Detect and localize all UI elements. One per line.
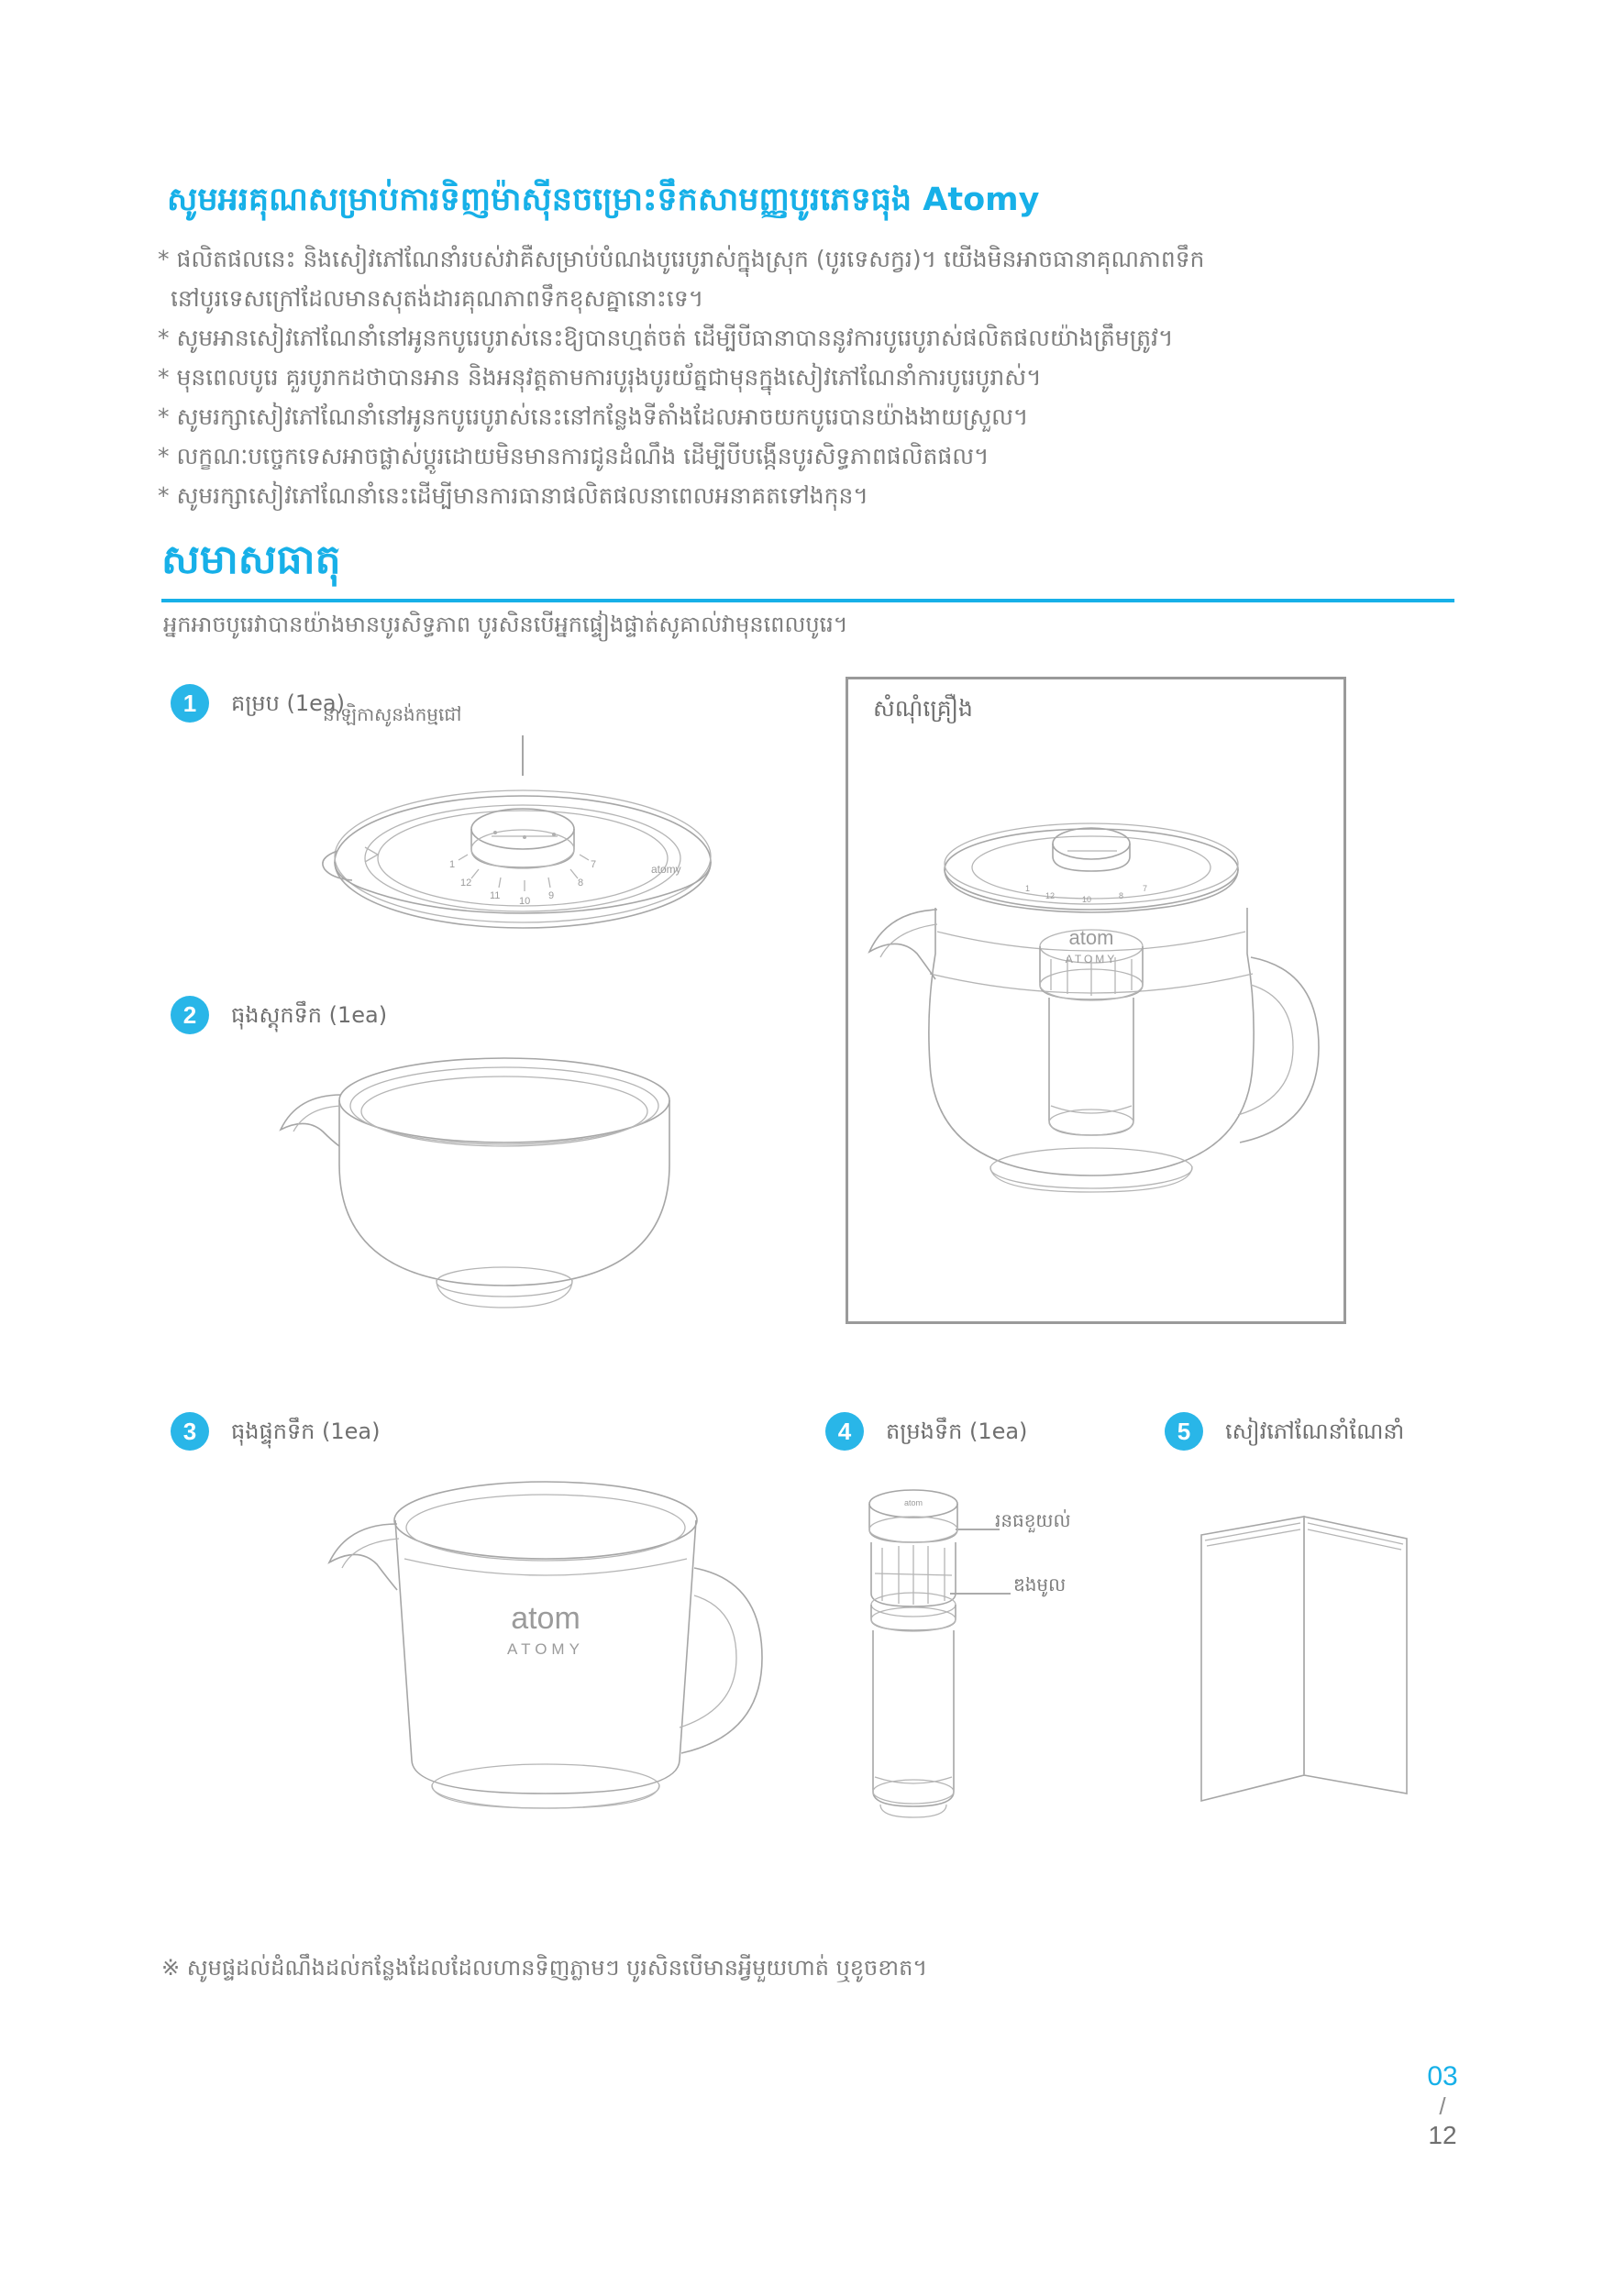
component-badge-5: 5 xyxy=(1165,1412,1203,1451)
intro-line-3: * សូមអានសៀវភៅណែនាំនៅអូនកបូរេបូរាស់នេះឱ្យបានហ្មត់ចត់ ដើម្បីបីធានាបាននូវការបូរេបូរាស់ផលិតផលយ៉ាងត្រឹមត្រូវ។ xyxy=(158,325,1174,351)
callout-filter-vent: រនធខួយល់ xyxy=(995,1509,1071,1531)
set-panel-label: សំណុំគ្រឿង xyxy=(873,695,973,722)
assembled-pitcher-illustration xyxy=(862,761,1330,1311)
callout-lid-dial: នាឡិកាសូនង់កម្មជៅ xyxy=(323,703,462,725)
storage-tank-illustration xyxy=(266,1054,743,1366)
page-current: 03 xyxy=(1427,2061,1458,2092)
svg-text:ATOMY: ATOMY xyxy=(1065,953,1118,966)
component-badge-2: 2 xyxy=(171,996,209,1034)
component-label-3: ធុងផ្ទុកទឹក (1ea) xyxy=(231,1418,381,1444)
svg-text:10: 10 xyxy=(1082,895,1092,904)
section-header xyxy=(161,536,1454,588)
svg-text:9: 9 xyxy=(548,890,555,901)
page-separator: / xyxy=(1439,2092,1446,2120)
intro-line-5: * សូមរក្សាសៀវភៅណែនាំនៅអូនកបូរេបូរាស់នេះនៅកន្លែងទីតាំងដែលអាចយកបូរេបានយ៉ាងងាយស្រួល។ xyxy=(158,403,1029,430)
svg-text:10: 10 xyxy=(519,896,531,907)
intro-line-1: * ផលិតផលនេះ និងសៀវភៅណែនាំរបស់វាគឺសម្រាប់បំណងបូរេបូរាស់ក្នុងស្រុក (បូរទេសក្វរ)។ យើងមិនអាចធានាគុណភាពទឹក xyxy=(158,246,1205,272)
intro-line-7: * សូមរក្សាសៀវភៅណែនាំនេះដើម្បីមានការធានាផលិតផលនាពេលអនាគតទៅងកុន។ xyxy=(158,482,868,509)
svg-text:atom: atom xyxy=(903,1498,923,1507)
component-badge-1: 1 xyxy=(171,684,209,723)
brand-wordmark-cartridge: atom xyxy=(1068,926,1114,949)
svg-text:12: 12 xyxy=(460,878,472,889)
intro-line-4: * មុនពេលបូរេ គួរបូរាកដថាបានអាន និងអនុវត្តតាមការបូរុងបូរយ័ត្នជាមុនក្នុងសៀវភៅណែនាំការបូរេបូរាស់។ xyxy=(158,364,1042,391)
svg-text:1: 1 xyxy=(1025,884,1031,893)
component-label-5: សៀវភៅណែនាំណែនាំ xyxy=(1225,1418,1405,1444)
component-badge-3: 3 xyxy=(171,1412,209,1451)
intro-line-6: * លក្ខណៈបច្ចេកទេសអាចផ្លាស់ប្តូរដោយមិនមានការជូនដំណឹង ដើម្បីបីបង្កើនបូរសិទ្ធភាពផលិតផល។ xyxy=(158,443,989,469)
intro-block xyxy=(158,240,1460,516)
svg-text:atomy: atomy xyxy=(651,863,681,876)
pagination xyxy=(1392,2061,1493,2151)
svg-text:7: 7 xyxy=(591,859,597,870)
component-label-1: គម្រប (1ea) xyxy=(231,690,345,716)
pitcher-illustration xyxy=(316,1467,802,1852)
section-subtext: អ្នកអាចបូរេវាបានយ៉ាងមានបូរសិទ្ធភាព បូរសិនបើអ្នកផ្ទៀងផ្ទាត់សូគាល់វាមុនពេលបូរេ។ xyxy=(163,612,848,637)
filter-cartridge-illustration xyxy=(853,1485,1128,1852)
section-divider xyxy=(161,599,1454,602)
svg-text:12: 12 xyxy=(1045,891,1056,900)
section-heading: សមាសធាតុ xyxy=(161,536,341,583)
lid-illustration xyxy=(312,734,734,944)
svg-text:1: 1 xyxy=(449,859,456,870)
component-badge-4: 4 xyxy=(825,1412,864,1451)
component-label-4: តម្រងទឹក (1ea) xyxy=(886,1418,1028,1444)
brand-wordmark-pitcher: atom xyxy=(511,1601,580,1636)
intro-line-2: នៅបូរទេសក្រៅដែលមានសុតង់ដារគុណភាពទឹកខុសគ្នានោះទេ។ xyxy=(171,285,704,312)
manual-booklet-illustration xyxy=(1183,1485,1440,1834)
svg-text:8: 8 xyxy=(1119,891,1124,900)
svg-text:11: 11 xyxy=(490,890,501,901)
page-total: 12 xyxy=(1428,2121,1457,2149)
svg-text:8: 8 xyxy=(578,878,584,889)
svg-text:ATOMY: ATOMY xyxy=(507,1640,584,1658)
svg-text:7: 7 xyxy=(1143,884,1148,893)
callout-filter-seal: ឌងមូល xyxy=(1013,1573,1067,1595)
page-title: សូមអរគុណសម្រាប់ការទិញម៉ាស៊ីនចម្រោះទឹកសាមញ្ញបូរភេទធុង Atomy xyxy=(167,182,1040,218)
component-label-2: ធុងស្តុកទឹក (1ea) xyxy=(231,1002,388,1028)
footer-note: ※ សូមផ្ទដល់ដំណឹងដល់កន្លែងដែលដែលហានទិញភ្លាមៗ បូរសិនបើមានអ្វីមួយហាត់ ឬខូចខាត។ xyxy=(161,1955,928,1981)
